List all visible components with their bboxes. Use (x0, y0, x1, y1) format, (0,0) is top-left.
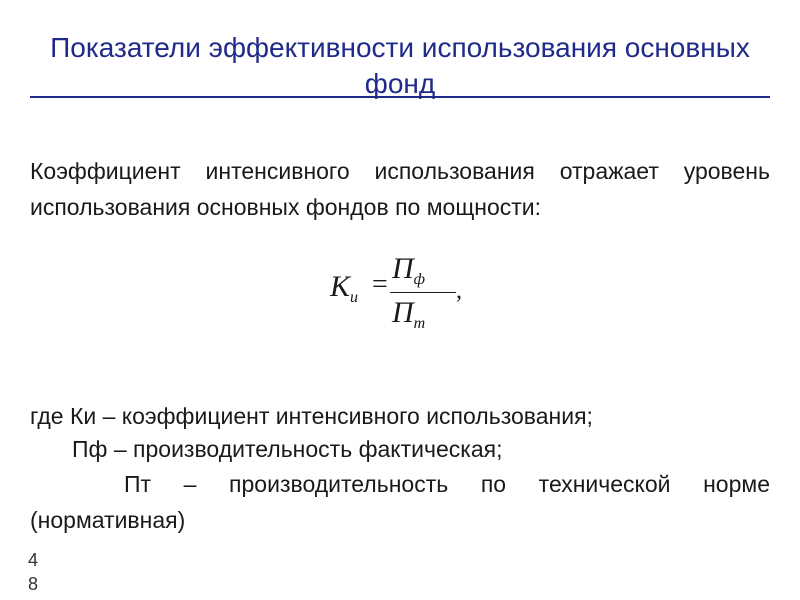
formula-comma: , (456, 278, 462, 304)
definition-pf: Пф – производительность фактическая; (72, 436, 503, 462)
formula-denominator (392, 296, 425, 341)
formula-numerator-symbol: П (392, 252, 414, 285)
formula-lhs-subscript: и (350, 289, 359, 306)
definition-ki: где Ки – коэффициент интенсивного использования; (30, 403, 593, 429)
intro-paragraph: Коэффициент интенсивного использования отражает уровень использования основных фондов по мощности: (30, 158, 770, 220)
formula-denominator-symbol: П (392, 296, 414, 329)
formula-denominator-subscript: т (413, 315, 426, 332)
formula-numerator-subscript: ф (413, 271, 426, 288)
formula-lhs (330, 270, 358, 315)
slide-title: Показатели эффективности использования основных фонд (50, 32, 750, 99)
formula-lhs-symbol: K (330, 270, 351, 303)
formula-fraction-bar (390, 292, 456, 293)
formula-numerator (392, 252, 425, 297)
page-number: 48 (28, 550, 39, 594)
definition-pt: Пт – производительность по технической норме (нормативная) (30, 471, 770, 533)
formula-equals: = (372, 269, 388, 300)
title-underline (30, 96, 770, 98)
formula (330, 252, 470, 338)
